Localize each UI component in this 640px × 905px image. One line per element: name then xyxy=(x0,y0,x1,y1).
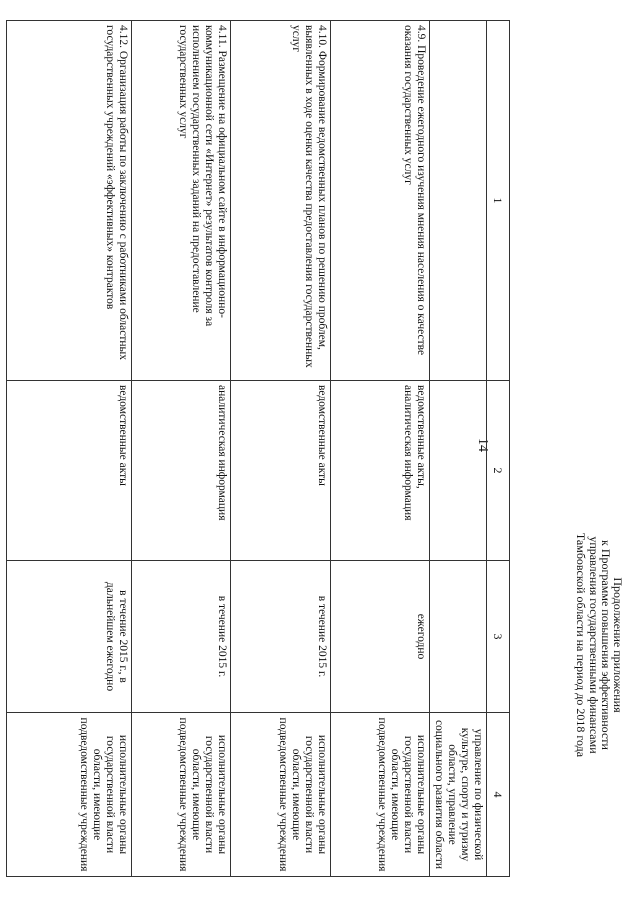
responsible-cell: исполнительные органы государственной власти области, имеющие подведомственные учреждения xyxy=(231,713,331,877)
header-line: к Программе повышения эффективности xyxy=(598,540,613,750)
measure-cell: 4.9. Проведение ежегодного изучения мнения населения о качестве оказания государственных услуг xyxy=(331,21,430,381)
result-cell xyxy=(430,381,487,561)
result-cell: ведомственные акты xyxy=(7,381,132,561)
deadline-cell: в течение 2015 г. xyxy=(231,561,331,713)
responsible-cell: исполнительные органы государственной власти области, имеющие подведомственные учреждения xyxy=(7,713,132,877)
column-number-row xyxy=(487,21,510,877)
responsible-cell: управление по физической культуре, спорту и туризму области, управление социального развития области xyxy=(430,713,487,877)
measures-table xyxy=(6,20,510,877)
result-cell: ведомственные акты, аналитическая информация xyxy=(331,381,430,561)
header-line: управления государственными финансами xyxy=(586,536,601,754)
measure-cell: 4.10. Формирование ведомственных планов по решению проблем, выявленных в ходе оценки качества предоставления государственных услуг xyxy=(231,21,331,381)
result-cell: аналитическая информация xyxy=(132,381,231,561)
column-number: 1 xyxy=(487,21,510,381)
table-row xyxy=(231,21,331,877)
deadline-cell: в течение 2015 г. xyxy=(132,561,231,713)
deadline-cell: в течение 2015 г., в дальнейшем ежегодно xyxy=(7,561,132,713)
measure-cell: 4.12. Организация работы по заключению с работниками областных государственных учреждений «эффективных» контрактов xyxy=(7,21,132,381)
page-number: 14 xyxy=(475,438,490,452)
responsible-cell: исполнительные органы государственной власти области, имеющие подведомственные учреждения xyxy=(132,713,231,877)
column-number: 4 xyxy=(487,713,510,877)
column-number: 2 xyxy=(487,381,510,561)
measure-cell xyxy=(430,21,487,381)
deadline-cell xyxy=(430,561,487,713)
responsible-cell: исполнительные органы государственной власти области, имеющие подведомственные учреждения xyxy=(331,713,430,877)
table-row xyxy=(132,21,231,877)
column-number: 3 xyxy=(487,561,510,713)
appendix-header xyxy=(575,470,624,820)
deadline-cell: ежегодно xyxy=(331,561,430,713)
table-row-continuation xyxy=(430,21,487,877)
header-line: Тамбовской области на период до 2018 года xyxy=(574,532,589,758)
measure-cell: 4.11. Размещение на официальном сайте в информационно-коммуникационной сети «Интернет» результатов контроля за исполнением государственных заданий на предоставление государственных услуг xyxy=(132,21,231,381)
header-line: Продолжение приложения xyxy=(611,577,625,713)
table-row xyxy=(7,21,132,877)
result-cell: ведомственные акты xyxy=(231,381,331,561)
table-row xyxy=(331,21,430,877)
